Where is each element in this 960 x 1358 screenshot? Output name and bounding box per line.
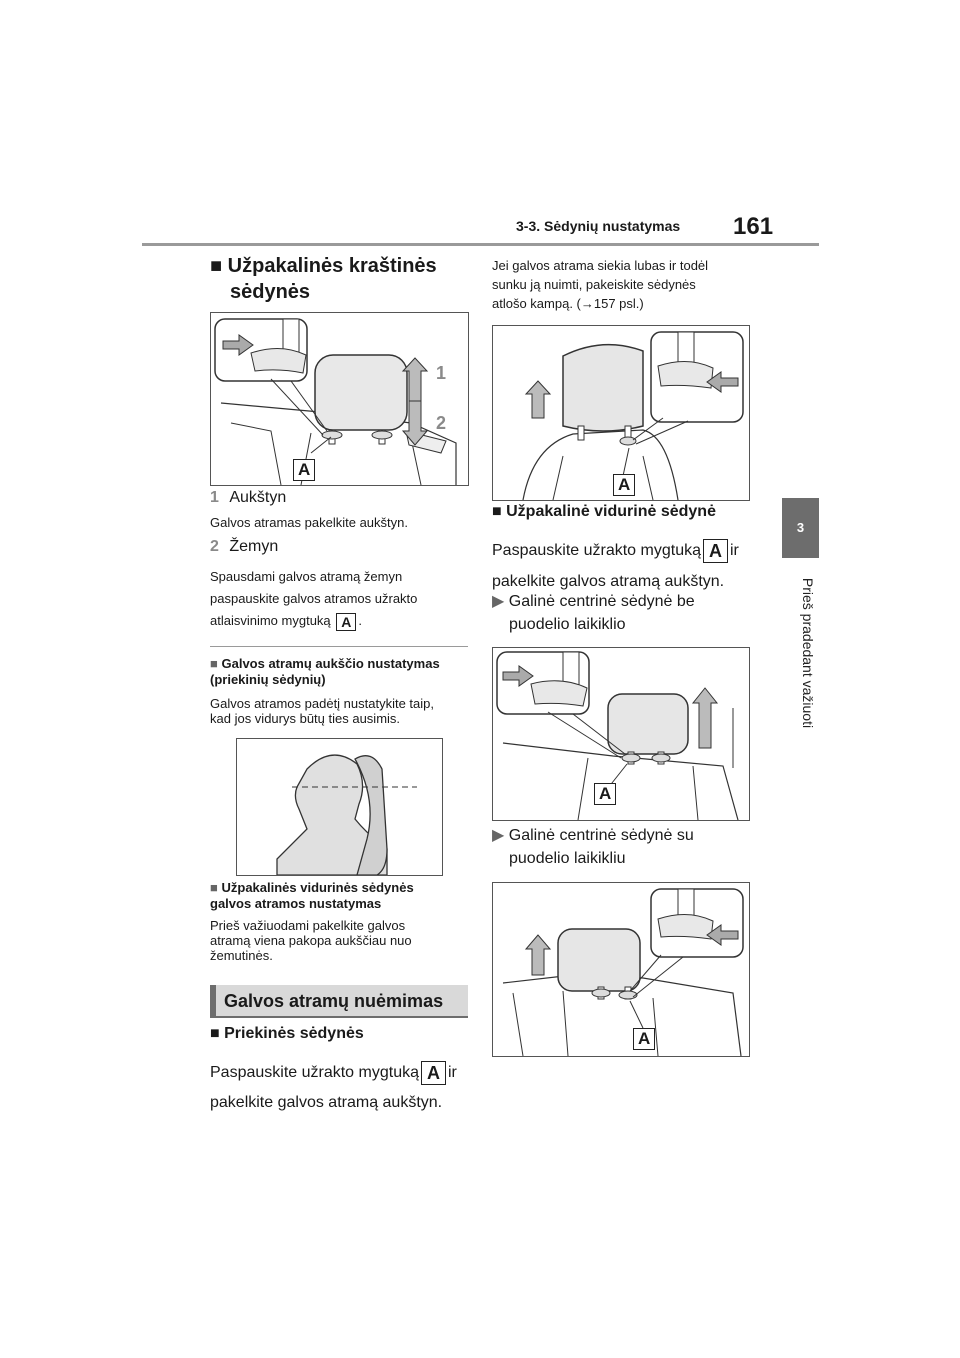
rear-middle-title-text: Užpakalinė vidurinė sėdynė	[506, 503, 716, 520]
chapter-title-vertical: Prieš pradedant važiuoti	[800, 577, 816, 729]
rear-middle-with-cupholder-illustration	[493, 883, 749, 1056]
note-line2: sunku ją nuimti, pakeiskite sėdynės	[492, 277, 696, 292]
bullet-with-cupholder	[492, 824, 694, 870]
ceiling-note	[492, 256, 708, 313]
removal-heading	[210, 985, 468, 1018]
step-1-number: 1	[210, 489, 219, 506]
middle-headrest-title	[210, 880, 414, 912]
lock-button-label: A	[293, 459, 315, 481]
bullet2-line2: puodelio laikikliu	[509, 850, 626, 867]
figure-rear-middle-no-cupholder	[492, 647, 750, 821]
front-desc-line2: pakelkite galvos atramą aukštyn.	[210, 1094, 443, 1111]
step-1-description: Galvos atramas pakelkite aukštyn.	[210, 515, 408, 530]
square-bullet-icon: ■	[210, 1025, 220, 1042]
middle-title-line1: Užpakalinės vidurinės sėdynės	[221, 880, 414, 895]
bullet2-line1: Galinė centrinė sėdynė su	[508, 827, 694, 844]
note-line1: Jei galvos atrama siekia lubas ir todėl	[492, 258, 709, 273]
height-desc-line2: kad jos vidurys būtų ties ausimis.	[210, 711, 401, 726]
lock-button-inline: A	[336, 613, 356, 631]
step-2-description	[210, 566, 417, 632]
lock-button-inline: A	[703, 539, 728, 563]
step-2-desc-line3: atlaisvinimo mygtuką	[210, 613, 331, 628]
header-rule	[142, 243, 819, 246]
figure-rear-outer-headrest	[210, 312, 469, 486]
step-2	[210, 538, 278, 556]
bullet1-line2: puodelio laikiklio	[509, 616, 626, 633]
rear-middle-no-cupholder-illustration	[493, 648, 749, 820]
chapter-number: 3	[796, 520, 805, 535]
square-bullet-icon: ■	[492, 503, 502, 520]
step-1-label: Aukštyn	[229, 489, 287, 506]
step-2-label: Žemyn	[229, 538, 279, 555]
step-2-desc-end: .	[358, 613, 363, 628]
rear-middle-title	[492, 503, 716, 521]
figure-head-position	[236, 738, 443, 876]
square-bullet-icon: ■	[210, 656, 218, 671]
lock-button-label: A	[594, 783, 616, 805]
head-profile-illustration	[237, 739, 442, 875]
bullet-without-cupholder	[492, 590, 695, 636]
note-line3: atlošo kampą. (→157 psl.)	[492, 296, 644, 311]
height-adjust-description	[210, 696, 434, 726]
rear-outer-title-line2: sėdynės	[230, 281, 311, 303]
figure-rear-middle-with-cupholder	[492, 882, 750, 1057]
front-desc-line1b: ir	[448, 1064, 457, 1081]
middle-desc-line1: Prieš važiuodami pakelkite galvos	[210, 918, 406, 933]
middle-headrest-description	[210, 918, 412, 963]
figure-front-headrest-removal	[492, 325, 750, 501]
height-adjust-title-line1: Galvos atramų aukščio nustatymas	[221, 656, 440, 671]
triangle-bullet-icon: ▶	[492, 593, 505, 610]
rear-middle-desc-line1a: Paspauskite užrakto mygtuką	[492, 542, 701, 559]
rear-middle-description	[492, 535, 739, 597]
page-number: 161	[733, 213, 774, 240]
step-2-desc-line1: Spausdami galvos atramą žemyn	[210, 569, 403, 584]
middle-desc-line3: žemutinės.	[210, 948, 273, 963]
rear-outer-title-line1: Užpakalinės kraštinės	[227, 255, 437, 277]
rear-outer-headrest-illustration	[211, 313, 468, 485]
front-desc-line1a: Paspauskite užrakto mygtuką	[210, 1064, 419, 1081]
height-adjust-title	[210, 656, 440, 688]
removal-heading-text: Galvos atramų nuėmimas	[224, 991, 444, 1011]
arrow-up-number: 1	[436, 363, 447, 383]
rear-middle-desc-line2: pakelkite galvos atramą aukštyn.	[492, 573, 725, 590]
square-bullet-icon: ■	[210, 880, 218, 895]
height-desc-line1: Galvos atramos padėtį nustatykite taip,	[210, 696, 435, 711]
section-header: 3-3. Sėdynių nustatymas	[516, 218, 681, 234]
square-bullet-icon: ■	[210, 255, 223, 277]
arrow-down-number: 2	[436, 413, 447, 433]
middle-title-line2: galvos atramos nustatymas	[210, 896, 382, 911]
lock-button-inline: A	[421, 1061, 446, 1085]
front-seats-title	[210, 1025, 364, 1043]
step-1	[210, 489, 286, 507]
front-seats-description	[210, 1058, 457, 1118]
step-2-desc-line2: paspauskite galvos atramos užrakto	[210, 591, 418, 606]
step-2-number: 2	[210, 538, 219, 555]
front-seats-title-text: Priekinės sėdynės	[224, 1025, 364, 1042]
lock-button-label: A	[633, 1028, 655, 1050]
rear-middle-desc-line1b: ir	[730, 542, 739, 559]
bullet1-line1: Galinė centrinė sėdynė be	[508, 593, 695, 610]
middle-desc-line2: atramą viena pakopa aukščiau nuo	[210, 933, 412, 948]
divider	[210, 646, 468, 647]
rear-outer-title	[210, 253, 437, 305]
height-adjust-title-line2: (priekinių sėdynių)	[210, 672, 326, 687]
triangle-bullet-icon: ▶	[492, 827, 505, 844]
lock-button-label: A	[613, 474, 635, 496]
